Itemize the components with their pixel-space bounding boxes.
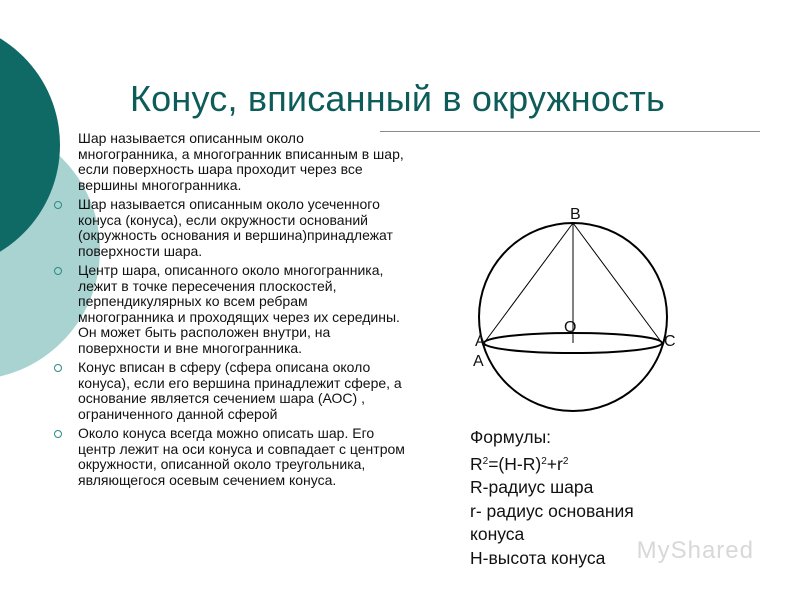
bullet-marker-icon (54, 201, 62, 209)
bullet-list (46, 131, 406, 492)
label-point-a: А (475, 333, 486, 350)
formula-part: +r (546, 453, 563, 474)
bullet-item (46, 426, 406, 488)
bullet-item (46, 131, 406, 193)
bullet-item (46, 263, 406, 356)
bullet-text: Около конуса всегда можно описать шар. Его центр лежит на оси конуса и совпадает с центром окружности, описанной около треугольника, являющегося осевым сечением конуса. (78, 425, 405, 488)
watermark: MyShared (636, 537, 754, 564)
label-vertex-b: В (570, 206, 581, 223)
formula-exponent: 2 (482, 455, 489, 467)
cone-sphere-diagram (460, 200, 700, 380)
cone-generatrix-right (573, 223, 662, 343)
formula-equation (470, 450, 790, 477)
bullet-item (46, 197, 406, 259)
bullet-text: Конус вписан в сферу (сфера описана около конуса), если его вершина принадлежит сфере, а основание является сечением шара (АОС) , ограниченного данной сферой (78, 359, 402, 422)
bullet-marker-icon (54, 430, 62, 438)
bullet-text: Центр шара, описанного около многогранника, лежит в точке пересечения плоскостей, перпендикулярных ко всем ребрам многогранника и проходящих через их середины. Он может быть расположен внутри, на поверхности и вне многогранника. (78, 262, 400, 356)
title-divider (380, 131, 760, 132)
slide-title: Конус, вписанный в окружность (130, 78, 665, 119)
bullet-item (46, 360, 406, 422)
label-center-o: О (564, 319, 577, 336)
formulas-heading: Формулы: (470, 427, 552, 447)
bullet-text: Шар называется описанным около усеченного конуса (конуса), если окружности оснований (окружность основания и вершина)принадлежат поверхности шара. (78, 196, 393, 259)
formula-part: =(H-R) (488, 453, 542, 474)
formula-exponent: 2 (541, 455, 547, 467)
diagram-svg (460, 200, 700, 380)
cone-generatrix-left (484, 223, 573, 343)
formula-exponent: 2 (562, 455, 569, 467)
bullet-text: Шар называется описанным около многогранника, а многогранник вписанным в шар, если поверхность шара проходит через все вершины многогранника. (78, 130, 404, 193)
formula-H-definition: H-высота конуса (470, 547, 606, 568)
formula-R-definition: R-радиус шара (470, 477, 594, 497)
label-point-a-lower: А (473, 353, 484, 370)
bullet-marker-icon (54, 364, 62, 372)
bullet-marker-icon (54, 267, 62, 275)
label-point-c: С (664, 333, 676, 350)
formula-r-definition-cont: конуса (470, 524, 525, 544)
formula-part: R (470, 453, 483, 474)
formula-r-definition: r- радиус основания (470, 500, 634, 521)
